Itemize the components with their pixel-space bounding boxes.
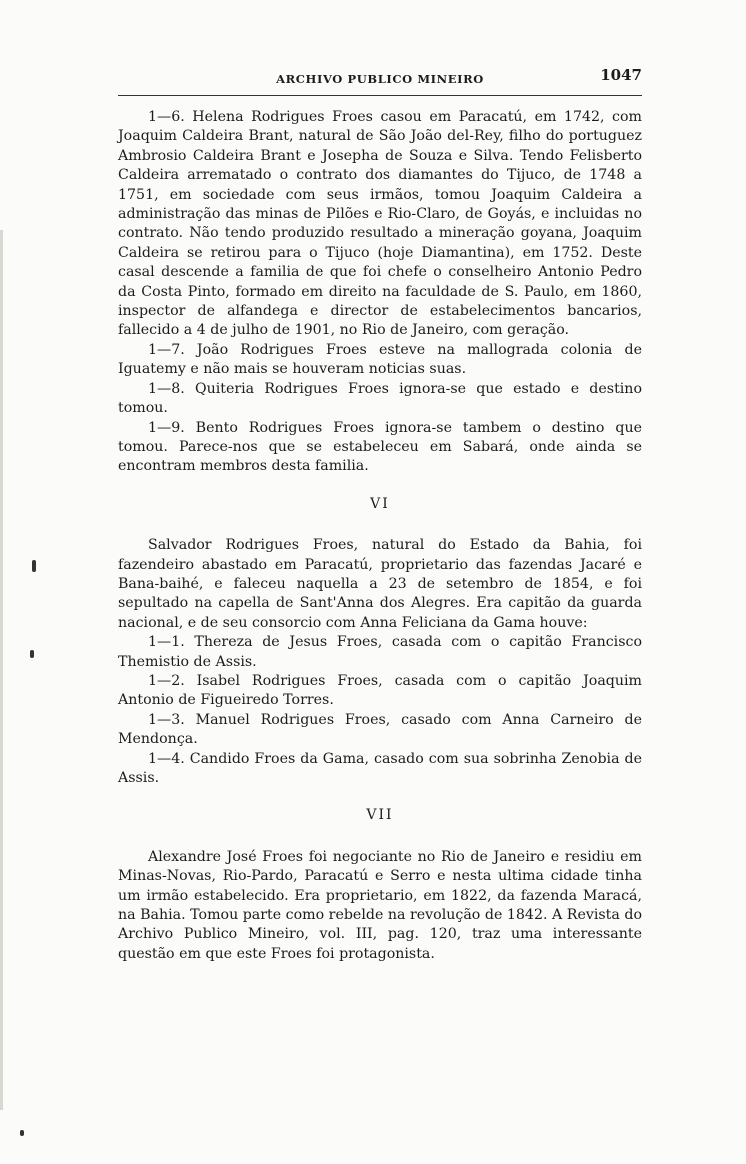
paragraph: Salvador Rodrigues Froes, natural do Estado da Bahia, foi fazendeiro abastado em Paracatú, proprietario das fazendas Jacaré e Bana-baihé, e faleceu naquella a 23 de setembro de 1854, e foi sepultado na capella de Sant'Anna dos Alegres. Era capitão da guarda nacional, e de seu consorcio com Anna Feliciana da Gama houve:: [118, 537, 642, 631]
paragraph: 1—3. Manuel Rodrigues Froes, casado com Anna Carneiro de Mendonça.: [118, 711, 642, 748]
section-heading-vii: VII: [366, 807, 394, 824]
margin-ink-mark: [32, 560, 36, 572]
body-text: [118, 108, 642, 964]
page-edge-shadow: [0, 230, 3, 1110]
paragraph: 1—4. Candido Froes da Gama, casado com sua sobrinha Zenobia de Assis.: [118, 750, 642, 786]
section-heading-vi: VI: [370, 495, 390, 512]
margin-ink-mark: [30, 650, 34, 658]
paragraph: 1—6. Helena Rodrigues Froes casou em Paracatú, em 1742, com Joaquim Caldeira Brant, natural de São João del-Rey, filho do portuguez Ambrosio Caldeira Brant e Josepha de Souza e Silva. Tendo Felisberto Caldeira arrematado o contrato dos diamantes do Tijuco, de 1748 a 1751, em sociedade com seus irmãos, tomou Joaquim Caldeira a administração das minas de Pilões e Rio-Claro, de Goyás, e incluidas no contrato. Não tendo produzido resultado a mineração goyana, Joaquim Caldeira se retirou para o Tijuco (hoje Diamantina), em 1752. Deste casal descende a familia de que foi chefe o conselheiro Antonio Pedro da Costa Pinto, formado em direito na faculdade de S. Paulo, em 1860, inspector de alfandega e director de estabelecimentos bancarios, fallecido a 4 de julho de 1901, no Rio de Janeiro, com geração.: [118, 109, 642, 339]
paragraph: 1—8. Quiteria Rodrigues Froes ignora-se que estado e destino tomou.: [118, 380, 642, 417]
paragraph: 1—9. Bento Rodrigues Froes ignora-se tambem o destino que tomou. Parece-nos que se estabeleceu em Sabará, onde ainda se encontram membros desta familia.: [118, 419, 642, 475]
paragraph: 1—2. Isabel Rodrigues Froes, casada com o capitão Joaquim Antonio de Figueiredo Torres.: [118, 672, 642, 709]
margin-ink-mark: [20, 1130, 24, 1136]
page-header: [118, 66, 642, 88]
paragraph: 1—7. João Rodrigues Froes esteve na mallograda colonia de Iguatemy e não mais se houveram noticias suas.: [118, 341, 642, 378]
page-number: 1047: [600, 66, 642, 84]
paragraph: Alexandre José Froes foi negociante no Rio de Janeiro e residiu em Minas-Novas, Rio-Pardo, Paracatú e Serro e nesta ultima cidade tinha um irmão estabelecido. Era proprietario, em 1822, da fazenda Maracá, na Bahia. Tomou parte como rebelde na revolução de 1842. A Revista do Archivo Publico Mineiro, vol. III, pag. 120, traz uma interessante questão em que este Froes foi protagonista.: [118, 848, 642, 962]
paragraph: 1—1. Thereza de Jesus Froes, casada com o capitão Francisco Themistio de Assis.: [118, 634, 642, 670]
running-title: ARCHIVO PUBLICO MINEIRO: [276, 72, 484, 86]
header-rule: [118, 95, 642, 96]
